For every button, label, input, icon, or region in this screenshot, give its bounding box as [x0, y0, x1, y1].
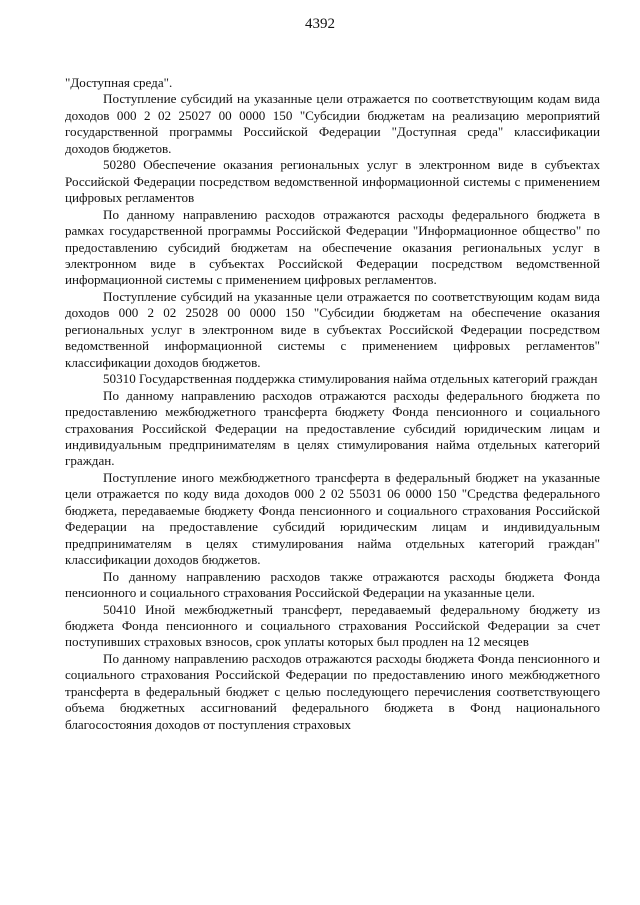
document-body — [65, 75, 600, 733]
paragraph-7: По данному направлению расходов отражаются расходы федерального бюджета по предоставлению межбюджетного трансферта бюджету Фонда пенсионного и социального страхования Российской Федерации на предоставление субсидий юридическим лицам и индивидуальным предпринимателям в целях стимулирования найма отдельных категорий граждан. — [65, 387, 600, 469]
paragraph-11: По данному направлению расходов отражаются расходы бюджета Фонда пенсионного и социального страхования Российской Федерации по предоставлению иного межбюджетного трансферта в федеральный бюджет с целью последующего перечисления соответствующего объема бюджетных ассигнований федерального бюджета в Фонд национального благосостояния доходов от поступления страховых — [65, 650, 600, 732]
paragraph-4: По данному направлению расходов отражаются расходы федерального бюджета в рамках государственной программы Российской Федерации "Информационное общество" по предоставлению субсидий бюджетам на обеспечение оказания региональных услуг в электронном виде в субъектах Российской Федерации посредством ведомственной информационной системы с применением цифровых регламентов. — [65, 206, 600, 288]
paragraph-8: Поступление иного межбюджетного трансферта в федеральный бюджет на указанные цели отражается по коду вида доходов 000 2 02 55031 06 0000 150 "Средства федерального бюджета, передаваемые бюджету Фонда пенсионного и социального страхования Российской Федерации на предоставление субсидий юридическим лицам и индивидуальным предпринимателям в целях стимулирования найма отдельных категорий граждан" классификации доходов бюджетов. — [65, 469, 600, 568]
paragraph-1: "Доступная среда". — [65, 75, 173, 90]
paragraph-6-heading-50310: 50310 Государственная поддержка стимулирования найма отдельных категорий граждан — [103, 371, 598, 387]
paragraph-3-heading-50280: 50280 Обеспечение оказания региональных услуг в электронном виде в субъектах Российской Федерации посредством ведомственной информационной системы с применением цифровых регламентов — [65, 157, 600, 206]
paragraph-2: Поступление субсидий на указанные цели отражается по соответствующим кодам вида доходов 000 2 02 25027 00 0000 150 "Субсидии бюджетам на реализацию мероприятий государственной программы Российской Федерации "Доступная среда" классификации доходов бюджетов. — [65, 91, 600, 156]
paragraph-5: Поступление субсидий на указанные цели отражается по соответствующим кодам вида доходов 000 2 02 25028 00 0000 150 "Субсидии бюджетам на обеспечение оказания региональных услуг в электронном виде в субъектах Российской Федерации посредством ведомственной информационной системы с применением цифровых регламентов" классификации доходов бюджетов. — [65, 288, 600, 370]
page-number: 4392 — [305, 16, 335, 32]
paragraph-10-heading-50410: 50410 Иной межбюджетный трансферт, передаваемый федеральному бюджету из бюджета Фонда пенсионного и социального страхования Российской Федерации за счет поступивших страховых взносов, срок уплаты которых был продлен на 12 месяцев — [65, 601, 600, 650]
paragraph-9: По данному направлению расходов также отражаются расходы бюджета Фонда пенсионного и социального страхования Российской Федерации на указанные цели. — [65, 568, 600, 601]
